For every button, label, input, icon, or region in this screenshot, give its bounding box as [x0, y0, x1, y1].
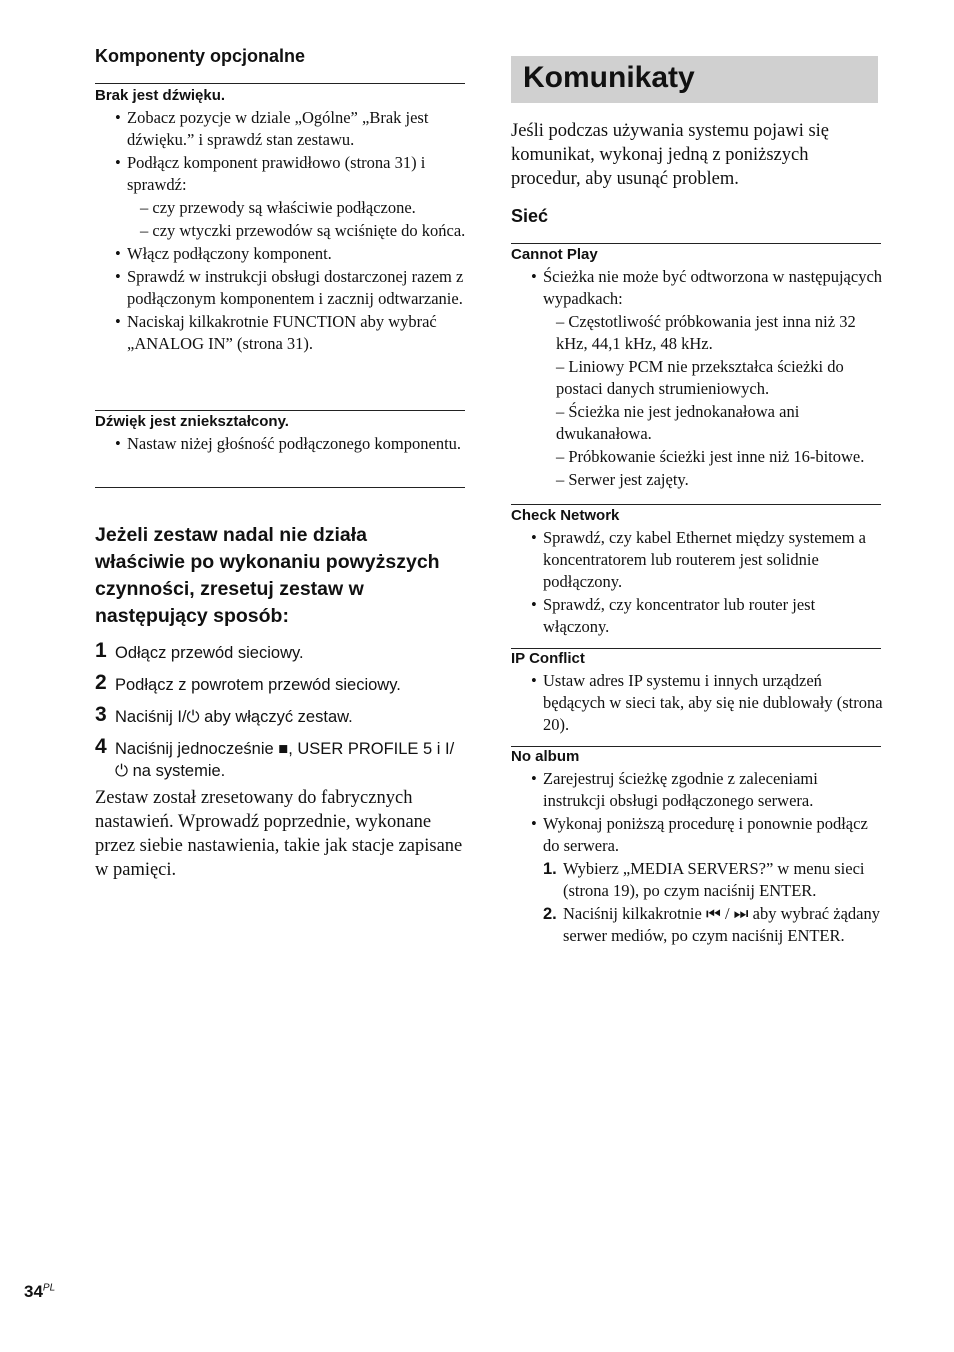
list-subitem: – Serwer jest zajęty.: [556, 470, 689, 489]
step-3: 3 Naciśnij I/⏻ aby włączyć zestaw.: [95, 703, 353, 726]
no-sound-block: [95, 86, 467, 355]
list-item: • Sprawdź w instrukcji obsługi dostarczonej razem z podłączonym komponentem i zacznij odtwarzanie.: [95, 266, 467, 310]
list-subitem: – czy przewody są właściwie podłączone.: [140, 198, 416, 217]
intro-paragraph: Jeśli podczas używania systemu pojawi się komunikat, wykonaj jedną z poniższych procedur, aby usunąć problem.: [511, 121, 830, 189]
list-item: • Sprawdź, czy kabel Ethernet między systemem a koncentratorem lub routerem jest solidnie podłączony.: [511, 527, 883, 593]
distorted-sound-block: [95, 412, 467, 455]
no-album-block: [511, 747, 883, 947]
subheading-no-sound: Brak jest dźwięku.: [95, 87, 226, 104]
message-check-network: Check Network: [511, 507, 620, 524]
ip-conflict-block: [511, 649, 883, 736]
divider: [511, 504, 881, 505]
list-item: • Zobacz pozycje w dziale „Ogólne” „Brak jest dźwięku.” i sprawdź stan zestawu.: [95, 107, 467, 151]
cannot-play-block: [511, 245, 883, 491]
list-item: • Nastaw niżej głośność podłączonego komponentu.: [95, 433, 467, 455]
list-subitem: – Liniowy PCM nie przekształca ścieżki do postaci danych strumieniowych.: [556, 357, 844, 398]
page-title-box: [511, 56, 878, 103]
divider: [95, 410, 465, 411]
check-network-block: [511, 506, 883, 638]
list-item: • Podłącz komponent prawidłowo (strona 31) i sprawdź:: [95, 152, 467, 196]
list-item: • Sprawdź, czy koncentrator lub router jest włączony.: [511, 594, 883, 638]
message-no-album: No album: [511, 748, 580, 765]
list-item: • Naciskaj kilkakrotnie FUNCTION aby wybrać „ANALOG IN” (strona 31).: [95, 311, 467, 355]
list-subitem: – Próbkowanie ścieżki jest inne niż 16-bitowe.: [556, 447, 865, 466]
section-title-optional-components: Komponenty opcjonalne: [95, 46, 306, 66]
reset-steps: [95, 639, 467, 792]
reset-heading: Jeżeli zestaw nadal nie działa właściwie po wykonaniu powyższych czynności, zresetuj zestaw w następujący sposób:: [95, 524, 440, 627]
list-item: • Ścieżka nie może być odtworzona w następujących wypadkach:: [511, 266, 883, 310]
section-title-network: Sieć: [511, 206, 549, 226]
step-4: 4 Naciśnij jednocześnie ■, USER PROFILE 5 i I/⏻ na systemie.: [95, 735, 455, 780]
reset-note: Zestaw został zresetowany do fabrycznych nastawień. Wprowadź poprzednie, wykonane przez siebie nastawienia, takie jak stacje zapisane w pamięci.: [95, 788, 463, 880]
list-subitem: – Ścieżka nie jest jednokanałowa ani dwukanałowa.: [556, 402, 800, 443]
procedure-step-1: 1. Wybierz „MEDIA SERVERS?” w menu sieci (strona 19), po czym naciśnij ENTER.: [543, 859, 865, 900]
message-cannot-play: Cannot Play: [511, 246, 598, 263]
list-subitem: – Częstotliwość próbkowania jest inna niż 32 kHz, 44,1 kHz, 48 kHz.: [556, 312, 856, 353]
page-number: $34^{PL}$: [24, 1282, 56, 1301]
divider: [95, 487, 465, 488]
page-title: Komunikaty: [523, 61, 695, 94]
divider: [95, 83, 465, 84]
step-2: 2 Podłącz z powrotem przewód sieciowy.: [95, 671, 401, 694]
step-1: 1 Odłącz przewód sieciowy.: [95, 639, 304, 662]
page-language: PL: [42, 1282, 56, 1294]
list-item: • Wykonaj poniższą procedurę i ponownie podłącz do serwera.: [511, 813, 883, 857]
list-item: • Włącz podłączony komponent.: [95, 243, 467, 265]
list-item: • Zarejestruj ścieżkę zgodnie z zaleceniami instrukcji obsługi podłączonego serwera.: [511, 768, 883, 812]
divider: [511, 243, 881, 244]
subheading-distorted-sound: Dźwięk jest zniekształcony.: [95, 413, 289, 430]
message-ip-conflict: IP Conflict: [511, 650, 585, 667]
procedure-step-2: 2. Naciśnij kilkakrotnie ⏮ / ⏭ aby wybrać żądany serwer mediów, po czym naciśnij ENTER.: [543, 904, 880, 945]
list-subitem: – czy wtyczki przewodów są wciśnięte do końca.: [140, 221, 466, 240]
list-item: • Ustaw adres IP systemu i innych urządzeń będących w sieci tak, aby się nie dublowały (strona 20).: [511, 670, 883, 736]
